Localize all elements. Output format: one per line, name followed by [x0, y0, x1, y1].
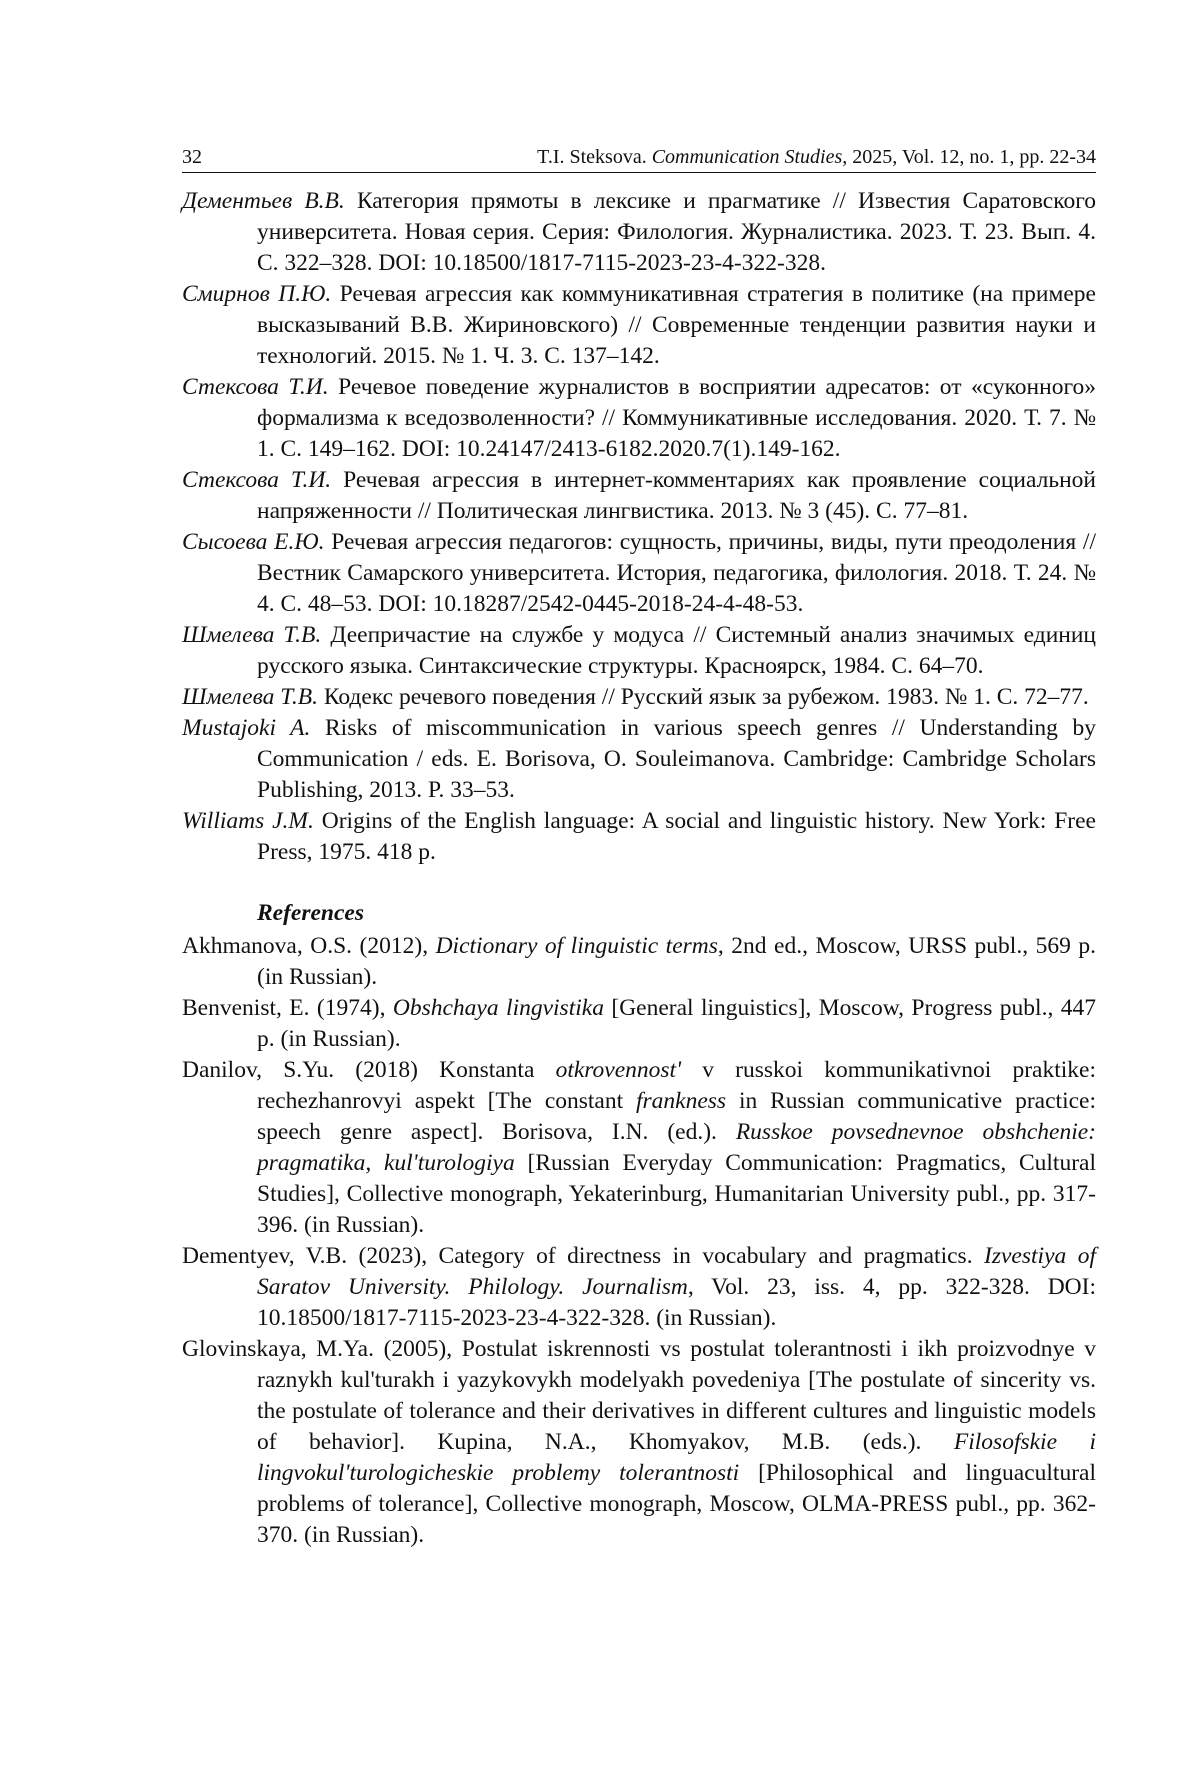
- entry-author: Стексова Т.И.: [182, 467, 332, 493]
- reference-title: Filosofskie i lingvokul'turologicheskie problemy tolerantnosti: [257, 1429, 1096, 1486]
- reference-text: Glovinskaya, M.Ya. (2005), Postulat iskrennosti vs postulat tolerantnosti i ikh proizvodnye v raznykh kul'turakh i yazykovykh modelyakh povedeniya [The postulate of sincerity vs. the postulate of tolerance and their derivatives in different cultures and linguistic models of behavior]. Kupina, N.A., Khomyakov, M.B. (eds.).: [182, 1336, 1096, 1455]
- bibliography-entry: [182, 620, 1096, 682]
- reference-text: Dementyev, V.B. (2023), Category of directness in vocabulary and pragmatics.: [182, 1243, 985, 1269]
- bibliography-entry: [182, 279, 1096, 372]
- reference-title: frankness: [636, 1088, 727, 1114]
- entry-text: Категория прямоты в лексике и прагматике // Известия Саратовского университета. Новая серия. Серия: Филология. Журналистика. 2023. Т. 23. Вып. 4. С. 322–328. DOI: 10.18500/1817-7115-2023-23-4-322-328.: [257, 188, 1097, 276]
- bibliography-entry: [182, 713, 1096, 806]
- reference-title: Izvestiya of Saratov University. Philology. Journalism: [257, 1243, 1096, 1300]
- reference-text: [Philosophical and linguacultural problems of tolerance], Collective monograph, Moscow, OLMA-PRESS publ., pp. 362-370. (in Russian).: [257, 1460, 1096, 1548]
- reference-text: , Vol. 23, iss. 4, pp. 322-328. DOI: 10.18500/1817-7115-2023-23-4-322-328. (in Russian).: [257, 1274, 1096, 1331]
- reference-entry: [182, 993, 1096, 1055]
- entry-author: Mustajoki A.: [182, 715, 311, 741]
- bibliography-list: [182, 186, 1096, 868]
- reference-text: v russkoi kommunikativnoi praktike: rechezhanrovyi aspekt [The constant: [257, 1057, 1097, 1114]
- entry-author: Сысоева Е.Ю.: [182, 529, 325, 555]
- reference-title: otkrovennost': [555, 1057, 682, 1083]
- running-header: [182, 145, 1096, 173]
- running-citation: [537, 145, 1096, 169]
- reference-entry: [182, 1334, 1096, 1551]
- entry-author: Williams J.M.: [182, 808, 314, 834]
- reference-text: Benvenist, E. (1974),: [182, 995, 393, 1021]
- reference-title: Dictionary of linguistic terms: [435, 933, 718, 959]
- references-heading: References: [257, 900, 365, 926]
- entry-text: Речевая агрессия как коммуникативная стратегия в политике (на примере высказываний В.В. Жириновского) // Современные тенденции развития науки и технологий. 2015. № 1. Ч. 3. С. 137–142.: [257, 281, 1096, 369]
- reference-entry: [182, 1055, 1096, 1241]
- entry-text: Речевое поведение журналистов в восприятии адресатов: от «суконного» формализма к вседозволенности? // Коммуникативные исследования. 2020. Т. 7. № 1. С. 149–162. DOI: 10.24147/2413-6182.2020.7(1).149-162.: [257, 374, 1097, 462]
- page-number: 32: [182, 146, 202, 168]
- entry-text: Кодекс речевого поведения // Русский язык за рубежом. 1983. № 1. С. 72–77.: [317, 684, 1089, 710]
- reference-title: Obshchaya lingvistika: [392, 995, 604, 1021]
- entry-text: Деепричастие на службе у модуса // Системный анализ значимых единиц русского языка. Синтаксические структуры. Красноярск, 1984. С. 64–70.: [257, 622, 1096, 679]
- bibliography-entry: [182, 527, 1096, 620]
- entry-author: Стексова Т.И.: [182, 374, 329, 400]
- bibliography-entry: [182, 682, 1096, 713]
- entry-author: Смирнов П.Ю.: [182, 281, 332, 307]
- reference-text: [Russian Everyday Communication: Pragmatics, Cultural Studies], Collective monograph, Yekaterinburg, Humanitarian University publ., pp. 317-396. (in Russian).: [257, 1150, 1096, 1238]
- reference-title: Russkoe povsednevnoe obshchenie: pragmatika, kul'turologiya: [257, 1119, 1096, 1176]
- bibliography-entry: [182, 372, 1096, 465]
- reference-entry: [182, 931, 1096, 993]
- entry-text: Речевая агрессия педагогов: сущность, причины, виды, пути преодоления // Вестник Самарского университета. История, педагогика, филология. 2018. Т. 24. № 4. С. 48–53. DOI: 10.18287/2542-0445-2018-24-4-48-53.: [257, 529, 1096, 617]
- references-list: [182, 931, 1096, 1551]
- page-body: [182, 186, 1096, 1551]
- header-citation: , 2025, Vol. 12, no. 1, pp. 22-34: [842, 146, 1096, 168]
- bibliography-entry: [182, 465, 1096, 527]
- entry-author: Шмелева Т.В.: [182, 684, 318, 710]
- entry-text: Origins of the English language: A social and linguistic history. New York: Free Press, 1975. 418 p.: [257, 808, 1096, 865]
- entry-author: Дементьев В.В.: [182, 188, 345, 214]
- entry-text: Речевая агрессия в интернет-комментариях как проявление социальной напряженности // Политическая лингвистика. 2013. № 3 (45). С. 77–81.: [257, 467, 1096, 524]
- reference-entry: [182, 1241, 1096, 1334]
- bibliography-entry: [182, 186, 1096, 279]
- bibliography-entry: [182, 806, 1096, 868]
- reference-text: Danilov, S.Yu. (2018) Konstanta: [182, 1057, 556, 1083]
- header-author: T.I. Steksova.: [537, 146, 647, 168]
- reference-text: Akhmanova, O.S. (2012),: [182, 933, 436, 959]
- reference-text: [General linguistics], Moscow, Progress publ., 447 p. (in Russian).: [257, 995, 1096, 1052]
- entry-text: Risks of miscommunication in various speech genres // Understanding by Communication / eds. E. Borisova, O. Souleimanova. Cambridge: Cambridge Scholars Publishing, 2013. P. 33–53.: [257, 715, 1097, 803]
- reference-text: in Russian communicative practice: speech genre aspect]. Borisova, I.N. (ed.).: [257, 1088, 1096, 1145]
- header-journal: Communication Studies: [651, 146, 843, 168]
- reference-text: , 2nd ed., Moscow, URSS publ., 569 p. (in Russian).: [257, 933, 1096, 990]
- entry-author: Шмелева Т.В.: [182, 622, 322, 648]
